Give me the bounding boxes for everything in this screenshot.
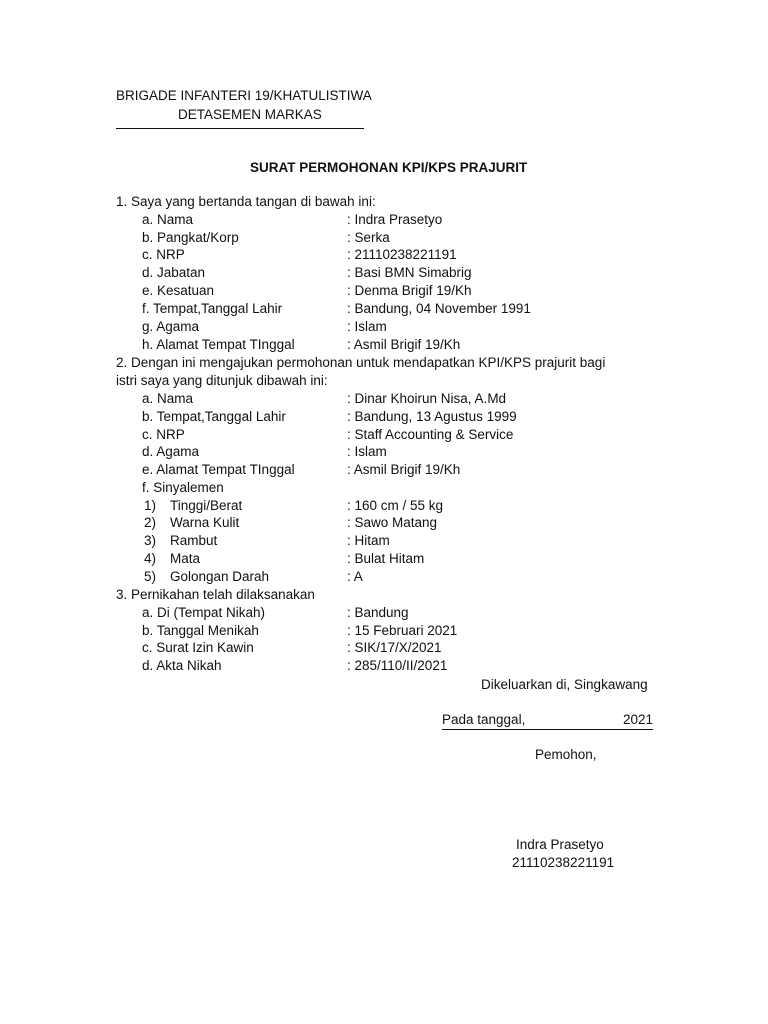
- s2-label-alamat: e. Alamat Tempat TInggal: [142, 462, 295, 477]
- s1-label-ttl: f. Tempat,Tanggal Lahir: [142, 301, 283, 316]
- s2-value-ttl: : Bandung, 13 Agustus 1999: [347, 409, 517, 424]
- header-divider: [116, 128, 364, 129]
- s1-value-jabatan: : Basi BMN Simabrig: [347, 265, 472, 280]
- s2-value-alamat: : Asmil Brigif 19/Kh: [347, 462, 461, 477]
- s3-value-tempat: : Bandung: [347, 605, 409, 620]
- s2-value-agama: : Islam: [347, 444, 387, 459]
- s1-label-kesatuan: e. Kesatuan: [142, 283, 215, 298]
- s3-value-akta: : 285/110/II/2021: [347, 658, 448, 673]
- sinyalemen-label-rambut: Rambut: [170, 533, 218, 548]
- s1-value-agama: : Islam: [347, 319, 387, 334]
- section1-heading: 1. Saya yang bertanda tangan di bawah ini:: [116, 194, 376, 209]
- s1-value-kesatuan: : Denma Brigif 19/Kh: [347, 283, 472, 298]
- s2-value-nrp: : Staff Accounting & Service: [347, 427, 514, 442]
- date-label: Pada tanggal,: [442, 712, 526, 727]
- s3-label-sik: c. Surat Izin Kawin: [142, 640, 254, 655]
- s1-label-nama: a. Nama: [142, 212, 194, 227]
- s2-label-nama: a. Nama: [142, 391, 194, 406]
- date-year: 2021: [622, 712, 653, 727]
- section3-heading: 3. Pernikahan telah dilaksanakan: [116, 587, 315, 602]
- sinyalemen-value-rambut: : Hitam: [347, 533, 390, 548]
- s3-value-sik: : SIK/17/X/2021: [347, 640, 442, 655]
- s1-label-nrp: c. NRP: [142, 247, 185, 262]
- s2-value-nama: : Dinar Khoirun Nisa, A.Md: [347, 391, 507, 406]
- issued-place: Dikeluarkan di, Singkawang: [481, 677, 648, 692]
- s1-value-nama: : Indra Prasetyo: [347, 212, 443, 227]
- s2-label-ttl: b. Tempat,Tanggal Lahir: [142, 409, 286, 424]
- s1-value-alamat: : Asmil Brigif 19/Kh: [347, 337, 461, 352]
- sinyalemen-label-tinggi: Tinggi/Berat: [170, 498, 243, 513]
- section2-heading-line1: 2. Dengan ini mengajukan permohonan untuk mendapatkan KPI/KPS prajurit bagi: [116, 355, 606, 370]
- s1-label-pangkat: b. Pangkat/Korp: [142, 230, 239, 245]
- unit-header-line2: DETASEMEN MARKAS: [178, 107, 322, 122]
- s3-label-akta: d. Akta Nikah: [142, 658, 222, 673]
- s3-label-tanggal: b. Tanggal Menikah: [142, 623, 259, 638]
- s3-value-tanggal: : 15 Februari 2021: [347, 623, 458, 638]
- sinyalemen-value-tinggi: : 160 cm / 55 kg: [347, 498, 444, 513]
- s2-label-nrp: c. NRP: [142, 427, 185, 442]
- s1-label-jabatan: d. Jabatan: [142, 265, 206, 280]
- signer-name: Indra Prasetyo: [516, 837, 604, 852]
- issued-date-line: [442, 711, 653, 730]
- sinyalemen-value-mata: : Bulat Hitam: [347, 551, 425, 566]
- sinyalemen-num-2: 2): [144, 515, 157, 530]
- sinyalemen-num-5: 5): [144, 569, 157, 584]
- s3-label-tempat: a. Di (Tempat Nikah): [142, 605, 266, 620]
- sinyalemen-num-4: 4): [144, 551, 157, 566]
- sinyalemen-num-1: 1): [144, 498, 157, 513]
- sinyalemen-num-3: 3): [144, 533, 157, 548]
- section2-heading-line2: istri saya yang ditunjuk dibawah ini:: [116, 373, 328, 388]
- signer-nrp: 21110238221191: [512, 855, 615, 870]
- s2-label-sinyalemen: f. Sinyalemen: [142, 480, 224, 495]
- s1-label-agama: g. Agama: [142, 319, 200, 334]
- sinyalemen-value-golongan: : A: [347, 569, 363, 584]
- s2-label-agama: d. Agama: [142, 444, 200, 459]
- s1-value-ttl: : Bandung, 04 November 1991: [347, 301, 531, 316]
- s1-value-pangkat: : Serka: [347, 230, 390, 245]
- document-title: SURAT PERMOHONAN KPI/KPS PRAJURIT: [250, 160, 528, 175]
- applicant-label: Pemohon,: [535, 747, 597, 762]
- sinyalemen-label-mata: Mata: [170, 551, 201, 566]
- s1-value-nrp: : 21110238221191: [347, 247, 457, 262]
- sinyalemen-label-kulit: Warna Kulit: [170, 515, 240, 530]
- sinyalemen-label-golongan: Golongan Darah: [170, 569, 270, 584]
- s1-label-alamat: h. Alamat Tempat TInggal: [142, 337, 295, 352]
- unit-header-line1: BRIGADE INFANTERI 19/KHATULISTIWA: [116, 88, 372, 103]
- sinyalemen-value-kulit: : Sawo Matang: [347, 515, 438, 530]
